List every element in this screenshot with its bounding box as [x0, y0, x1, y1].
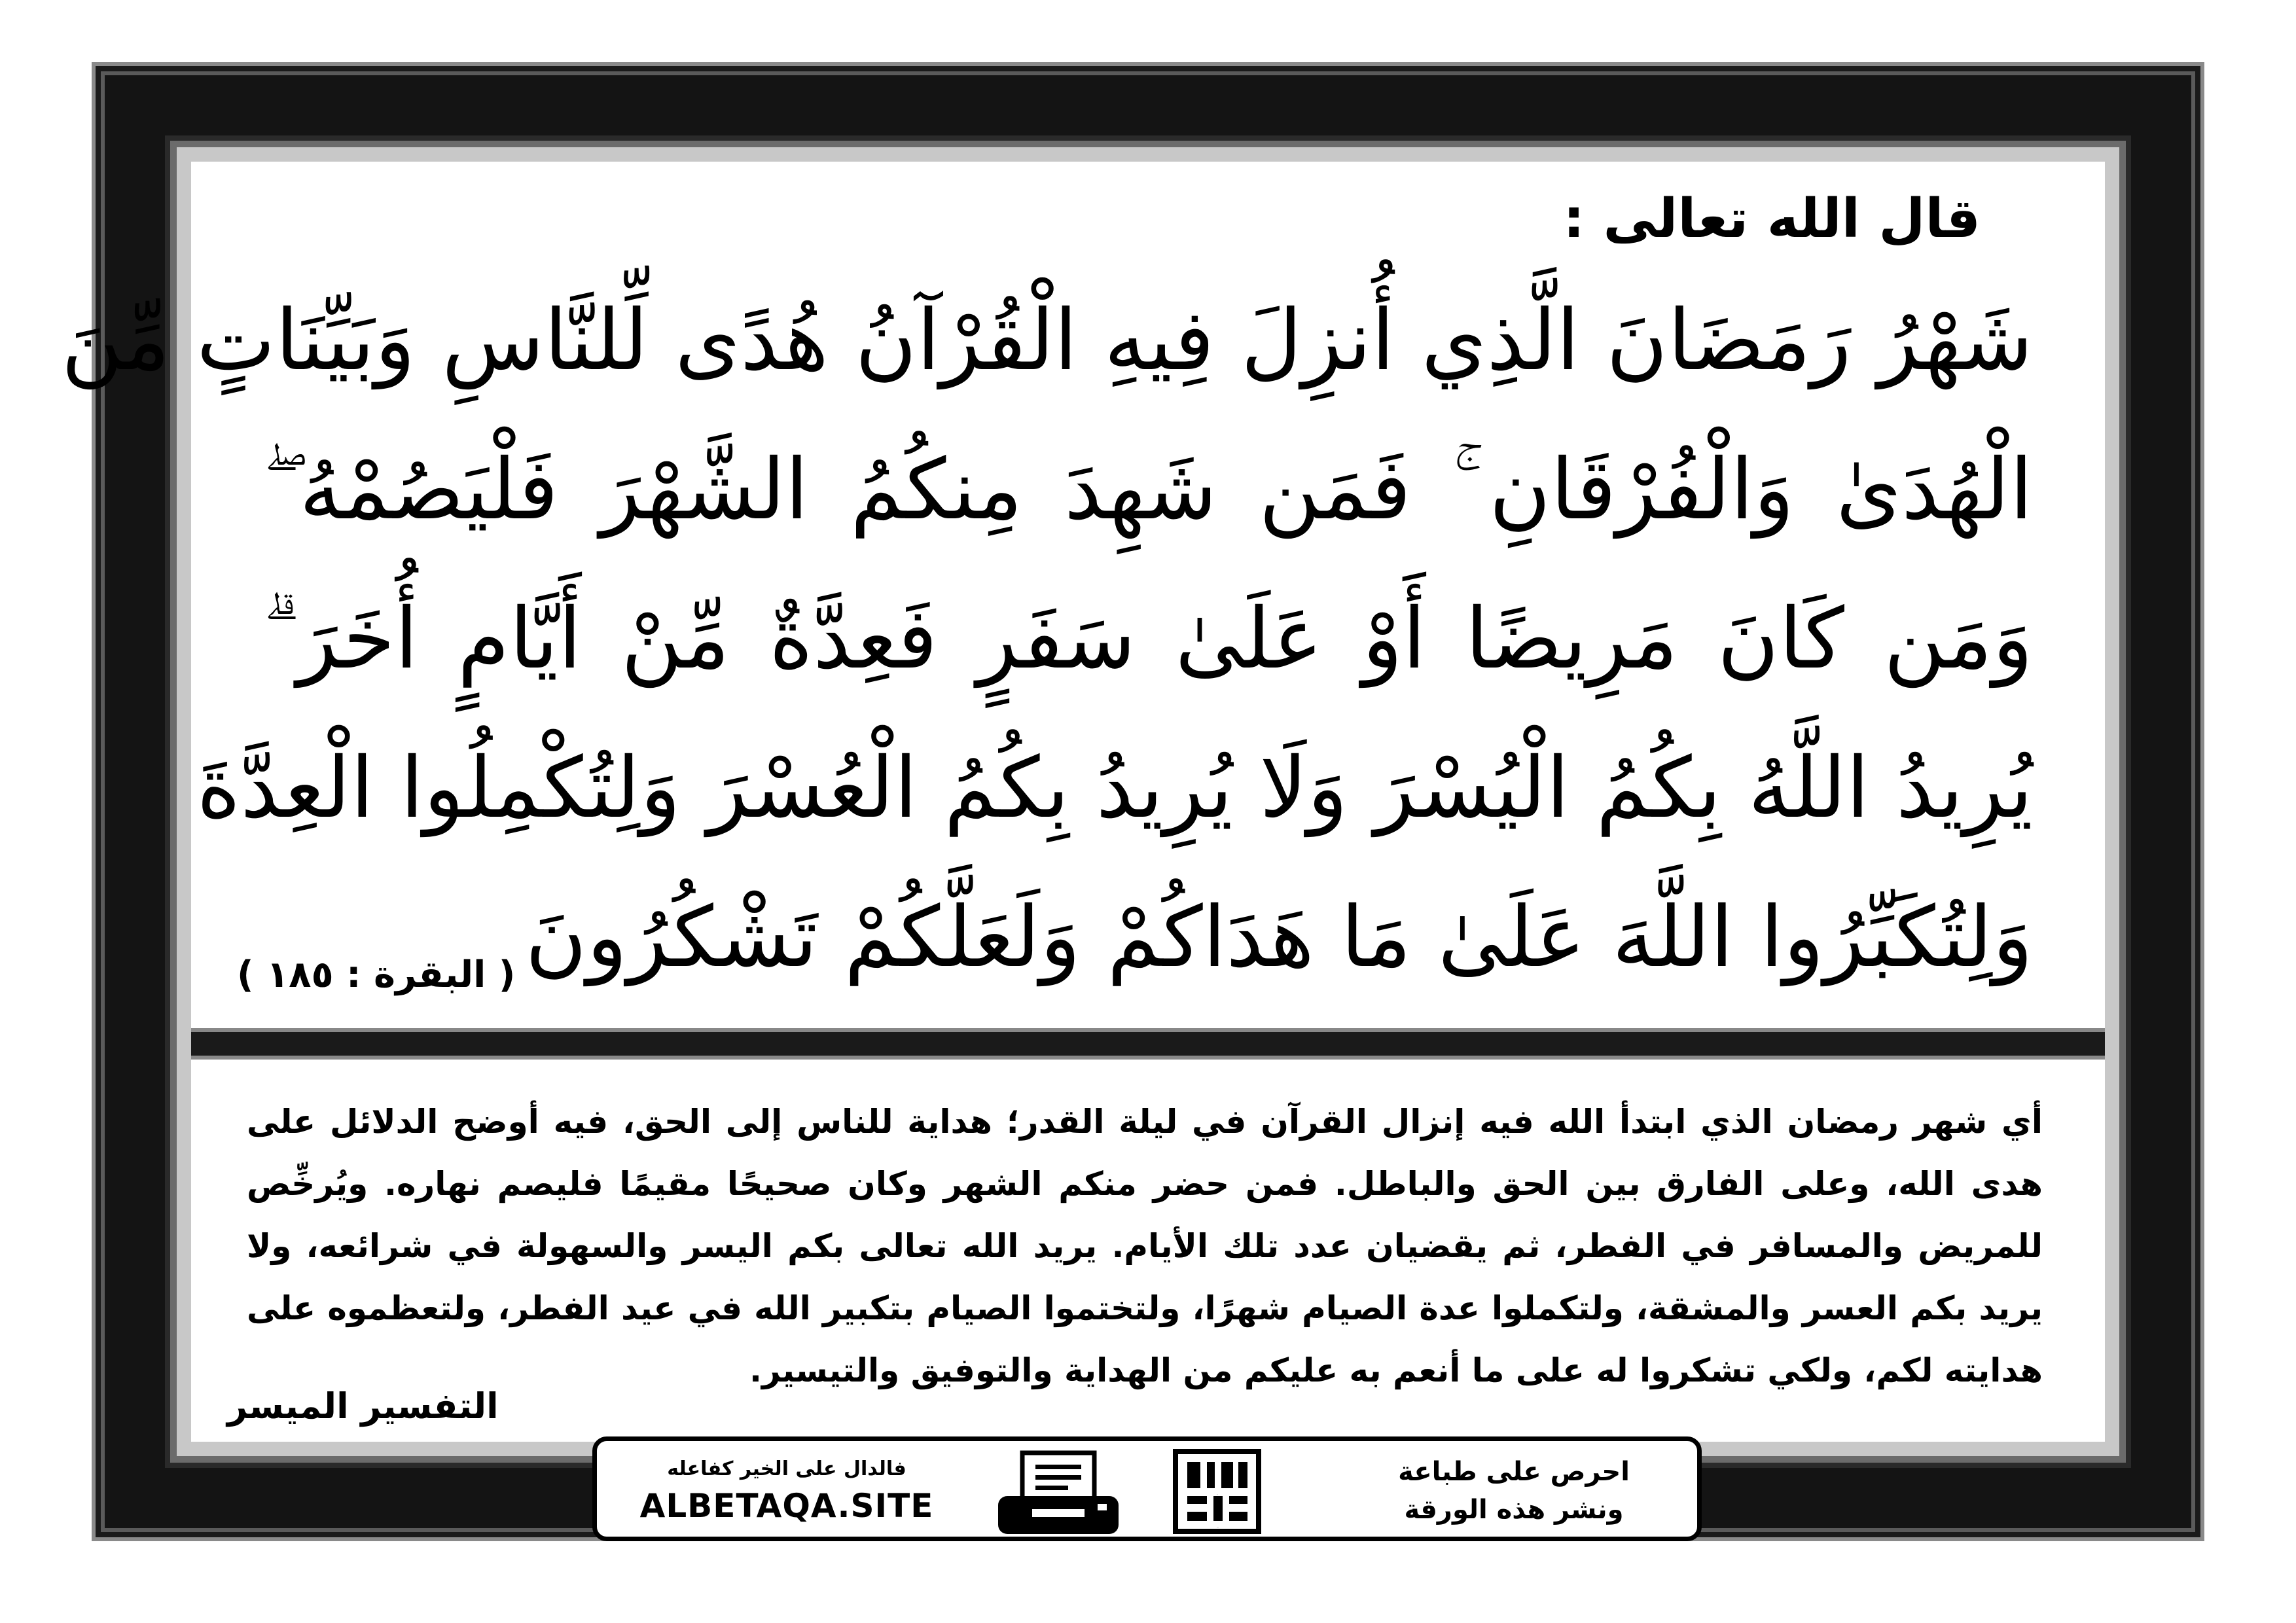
card-panel — [61, 162, 2105, 1442]
tafsir-source-label: التفسير الميسر — [227, 1385, 499, 1427]
footer-print-note — [1376, 1453, 1651, 1529]
verse-section — [61, 162, 2105, 1032]
printer-icon — [993, 1449, 1124, 1537]
verse-line-3: وَمَن كَانَ مَرِيضًا أَوْ عَلَىٰ سَفَرٍ فَعِدَّةٌ مِّنْ أَيَّامٍ أُخَرَ ۗ — [263, 590, 2034, 688]
verse-line-5: وَلِتُكَبِّرُوا اللَّهَ عَلَىٰ مَا هَدَاكُمْ وَلَعَلَّكُمْ تَشْكُرُونَ — [525, 889, 2033, 986]
logo-line-2: الورقة — [1217, 1527, 1219, 1528]
footer-banner — [592, 1436, 1702, 1541]
verse-line-2: الْهُدَىٰ وَالْفُرْقَانِ ۚ فَمَن شَهِدَ مِنكُمُ الشَّهْرَ فَلْيَصُمْهُ ۖ — [263, 441, 2033, 539]
footer-site-block — [617, 1453, 957, 1526]
section-divider — [191, 1032, 2105, 1056]
verse-heading: قال الله تعالى : — [1563, 188, 1981, 250]
verse-citation: ( البقرة : ١٨٥ ) — [237, 954, 516, 996]
dawah-waraqa-logo-icon — [1173, 1449, 1261, 1534]
verse-line-1: شَهْرُ رَمَضَانَ الَّذِي أُنزِلَ فِيهِ الْقُرْآنُ هُدًى لِّلنَّاسِ وَبَيِّنَاتٍ مِّنَ — [61, 292, 2033, 389]
tafsir-paragraph: أي شهر رمضان الذي ابتدأ الله فيه إنزال القرآن في ليلة القدر؛ هداية للناس إلى الحق، فيه أوضح الدلائل على هدى الله، وعلى الفارق بين الحق والباطل. فمن حضر منكم الشهر وكان صحيحًا مقيمًا فليصم نهاره. ويُرخِّص للمريض والمسافر في الفطر، ثم يقضيان عدد تلك الأيام. يريد الله تعالى بكم اليسر والسهولة في شرائعه، ولا يريد بكم العسر والمشقة، ولتكملوا عدة الصيام شهرًا، ولتختموا الصيام بتكبير الله في عيد الفطر، ولتعظموه على هدايته لكم، ولكي تشكروا له على ما أنعم به عليكم من الهداية والتوفيق والتيسير. — [247, 1103, 2043, 1389]
footer-site-link[interactable]: ALBETAQA.SITE — [639, 1487, 934, 1525]
verse-line-4: يُرِيدُ اللَّهُ بِكُمُ الْيُسْرَ وَلَا يُرِيدُ بِكُمُ الْعُسْرَ وَلِتُكْمِلُوا الْعِدَّةَ — [196, 740, 2033, 837]
footer-tagline: فالدال على الخير كفاعله — [667, 1457, 906, 1480]
footer-print-line-2: ونشر هذه الورقة — [1404, 1495, 1624, 1525]
footer-print-line-1: احرص على طباعة — [1398, 1457, 1630, 1487]
verse-text — [61, 266, 2034, 1012]
